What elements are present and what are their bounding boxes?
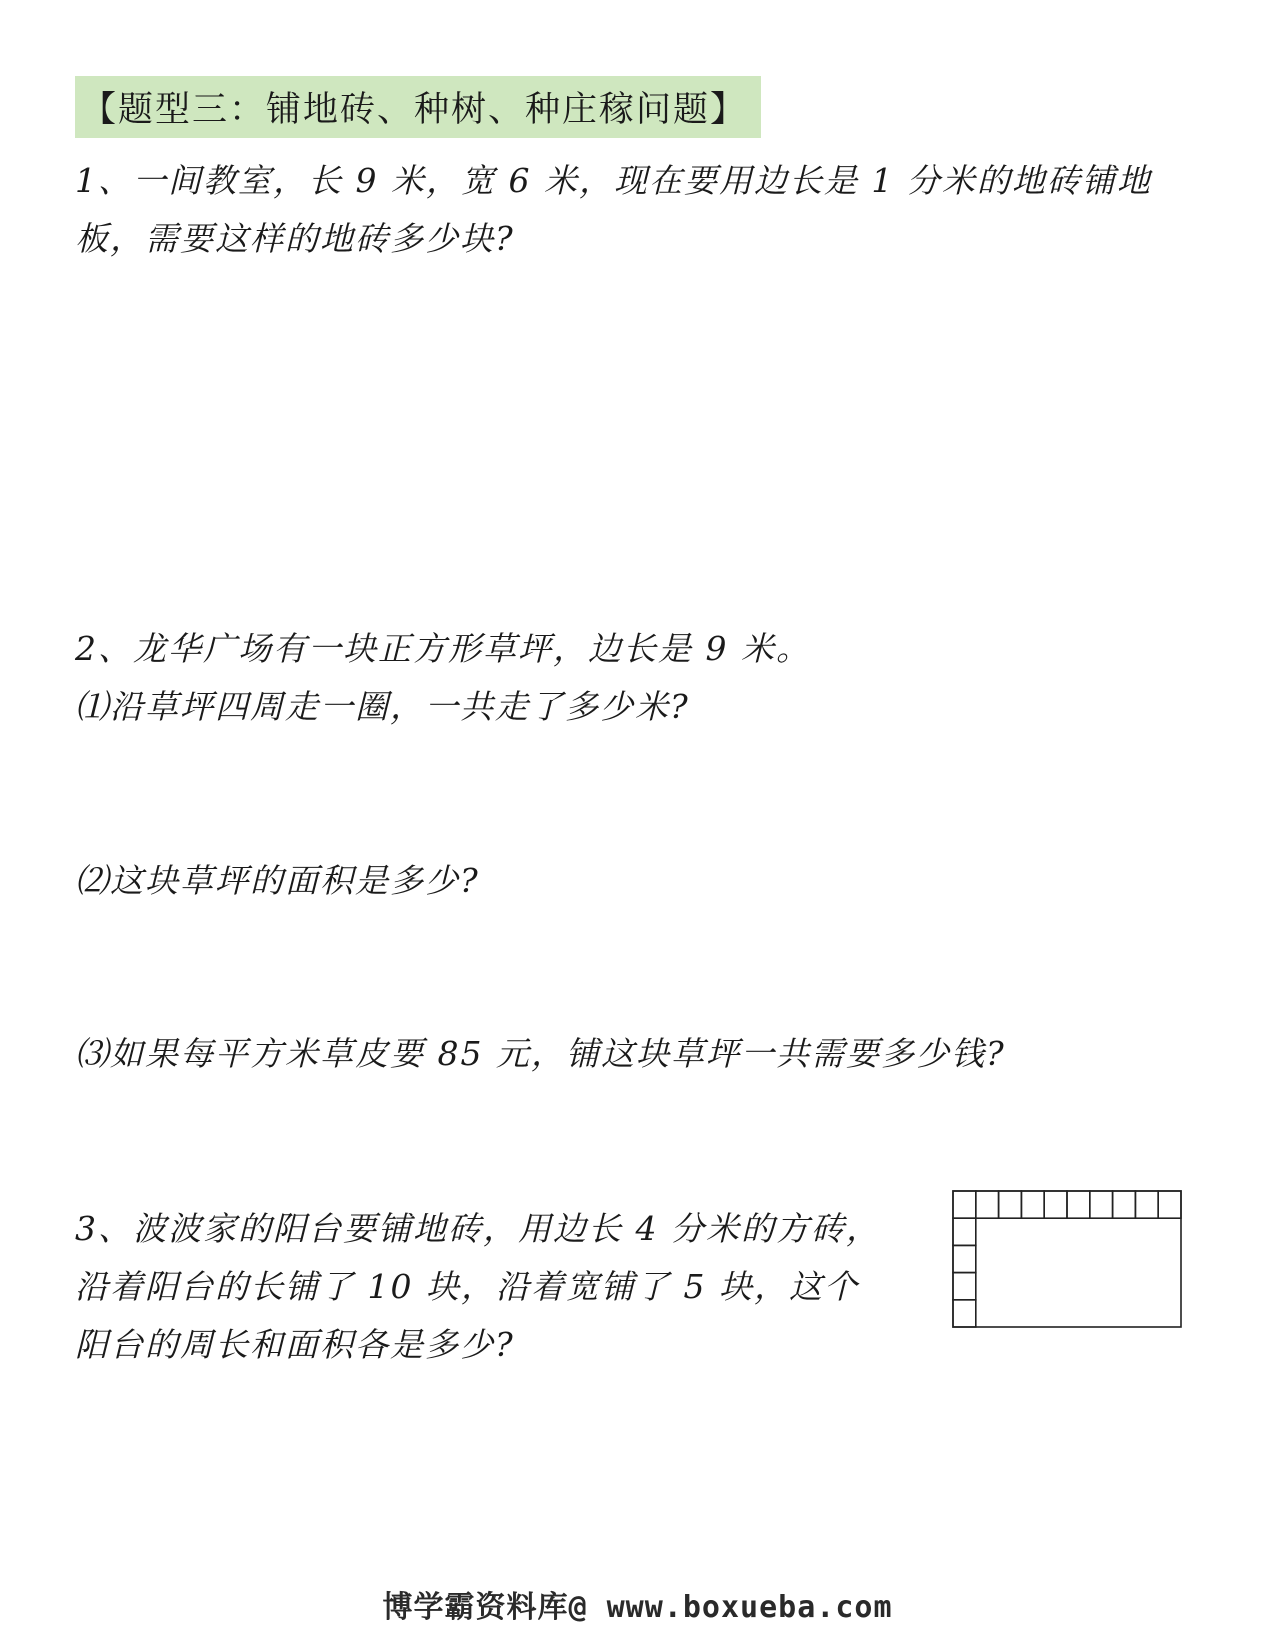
tile-along-length [1044, 1191, 1067, 1218]
tile-along-width [953, 1245, 976, 1272]
tile-along-length [1090, 1191, 1113, 1218]
question-1-line-1: 1、一间教室，长 9 米，宽 6 米，现在要用边长是 1 分米的地砖铺地 [75, 161, 1152, 200]
question-2-part-3: ⑶如果每平方米草皮要 85 元，铺这块草坪一共需要多少钱? [75, 1034, 1006, 1073]
tile-along-length [999, 1191, 1022, 1218]
watermark: 博学霸资料库@ www.boxueba.com [382, 1590, 893, 1625]
tile-along-length [1135, 1191, 1158, 1218]
question-3-line-3: 阳台的周长和面积各是多少? [75, 1325, 515, 1364]
tile-along-length [1021, 1191, 1044, 1218]
tile-along-length [953, 1191, 976, 1218]
balcony-tile-figure [952, 1190, 1182, 1328]
question-3-line-2: 沿着阳台的长铺了 10 块，沿着宽铺了 5 块，这个 [75, 1267, 859, 1306]
question-2-part-1: ⑴沿草坪四周走一圈，一共走了多少米? [75, 687, 690, 726]
question-2-part-2: ⑵这块草坪的面积是多少? [75, 861, 480, 900]
question-3-line-1: 3、波波家的阳台要铺地砖，用边长 4 分米的方砖， [75, 1209, 881, 1248]
tile-along-width [953, 1218, 976, 1245]
tile-along-length [976, 1191, 999, 1218]
section-title: 【题型三：铺地砖、种树、种庄稼问题】 [75, 76, 761, 138]
question-2-stem: 2、龙华广场有一块正方形草坪，边长是 9 米。 [75, 629, 811, 668]
tile-along-width [953, 1273, 976, 1300]
tile-along-length [1067, 1191, 1090, 1218]
tile-along-length [1158, 1191, 1181, 1218]
question-1-line-2: 板，需要这样的地砖多少块? [75, 219, 515, 258]
tile-along-width [953, 1300, 976, 1327]
tile-along-length [1113, 1191, 1136, 1218]
